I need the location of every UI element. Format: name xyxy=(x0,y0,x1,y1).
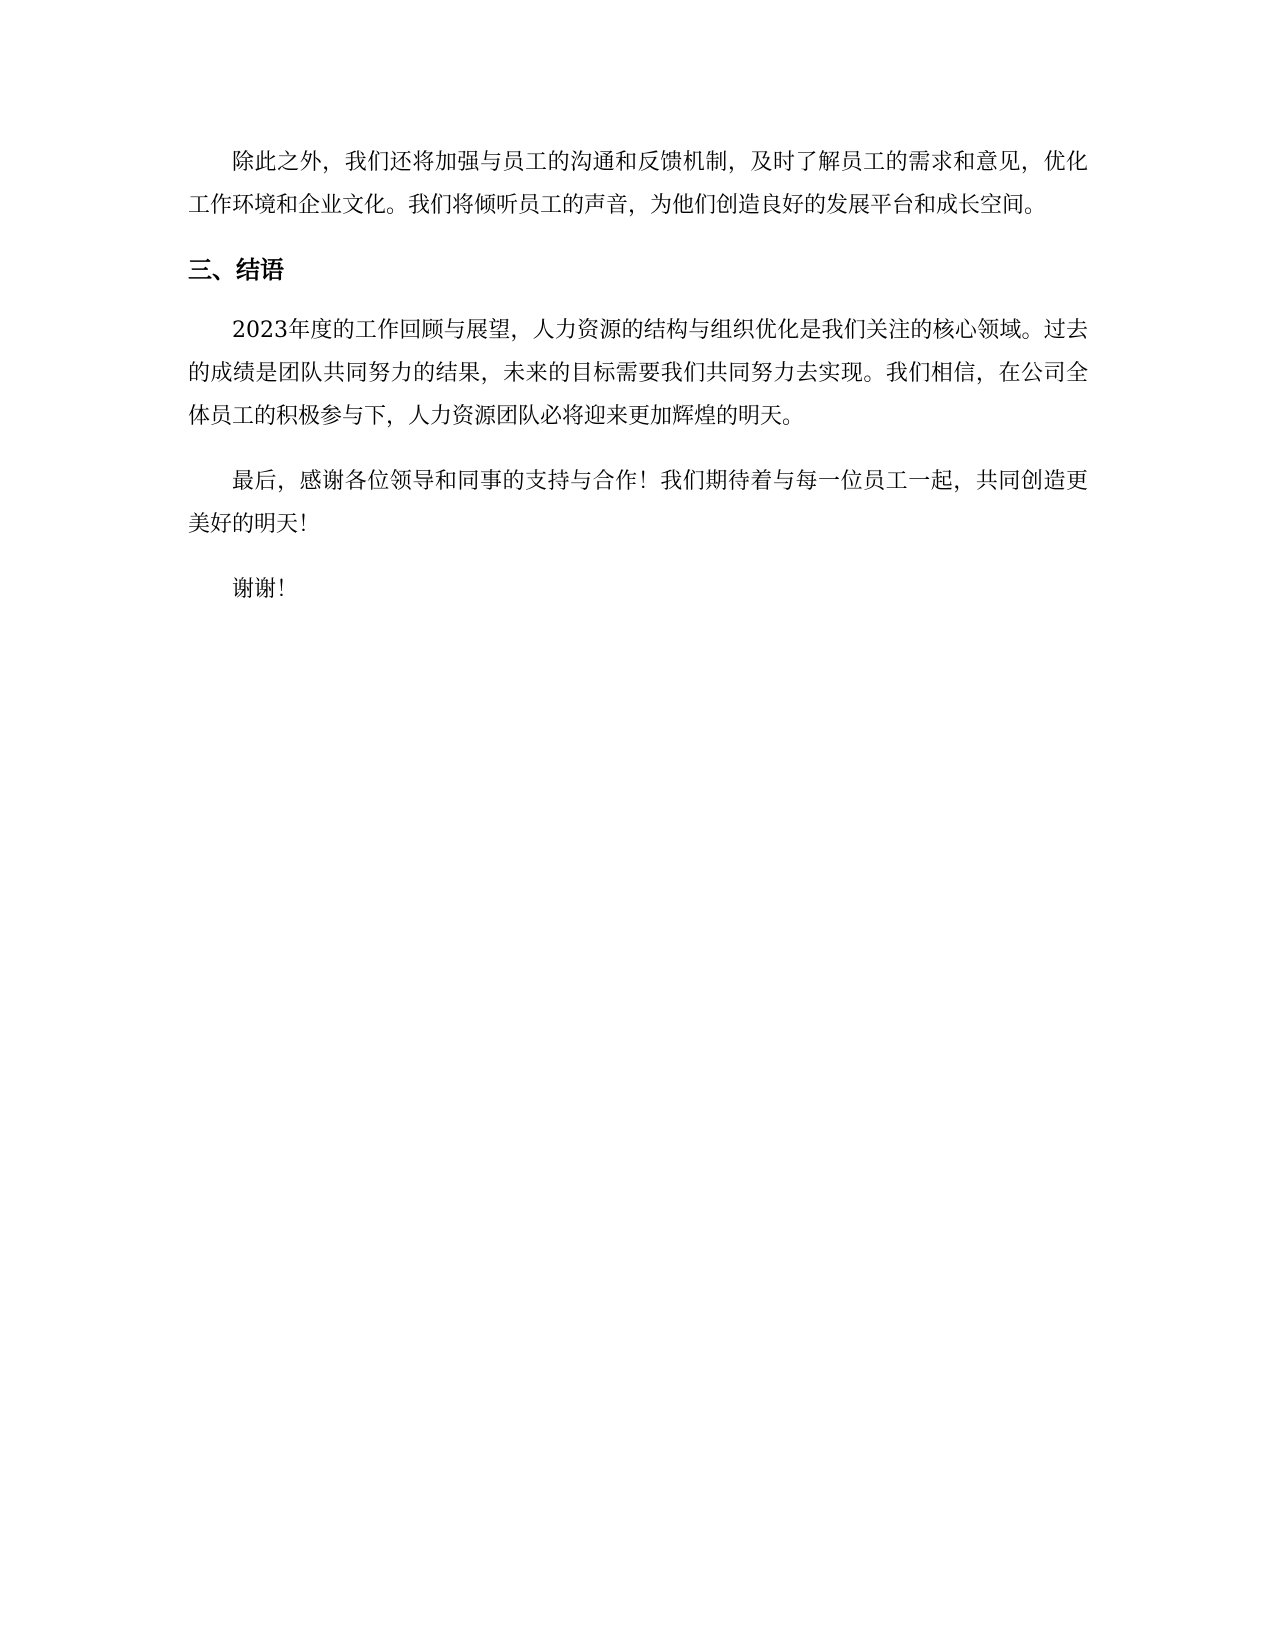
paragraph-closing: 谢谢！ xyxy=(232,577,299,602)
section-heading-conclusion: 三、结语 xyxy=(188,256,284,284)
paragraph-communication: 除此之外，我们还将加强与员工的沟通和反馈机制，及时了解员工的需求和意见，优化工作环境和企业文化。我们将倾听员工的声音，为他们创造良好的发展平台和成长空间。 xyxy=(188,150,1088,218)
document-body xyxy=(188,141,1088,633)
paragraph-review: 2023年度的工作回顾与展望，人力资源的结构与组织优化是我们关注的核心领域。过去的成绩是团队共同努力的结果，未来的目标需要我们共同努力去实现。我们相信，在公司全体员工的积极参与下，人力资源团队必将迎来更加辉煌的明天。 xyxy=(188,318,1088,429)
paragraph-thanks: 最后，感谢各位领导和同事的支持与合作！我们期待着与每一位员工一起，共同创造更美好的明天！ xyxy=(188,469,1088,537)
